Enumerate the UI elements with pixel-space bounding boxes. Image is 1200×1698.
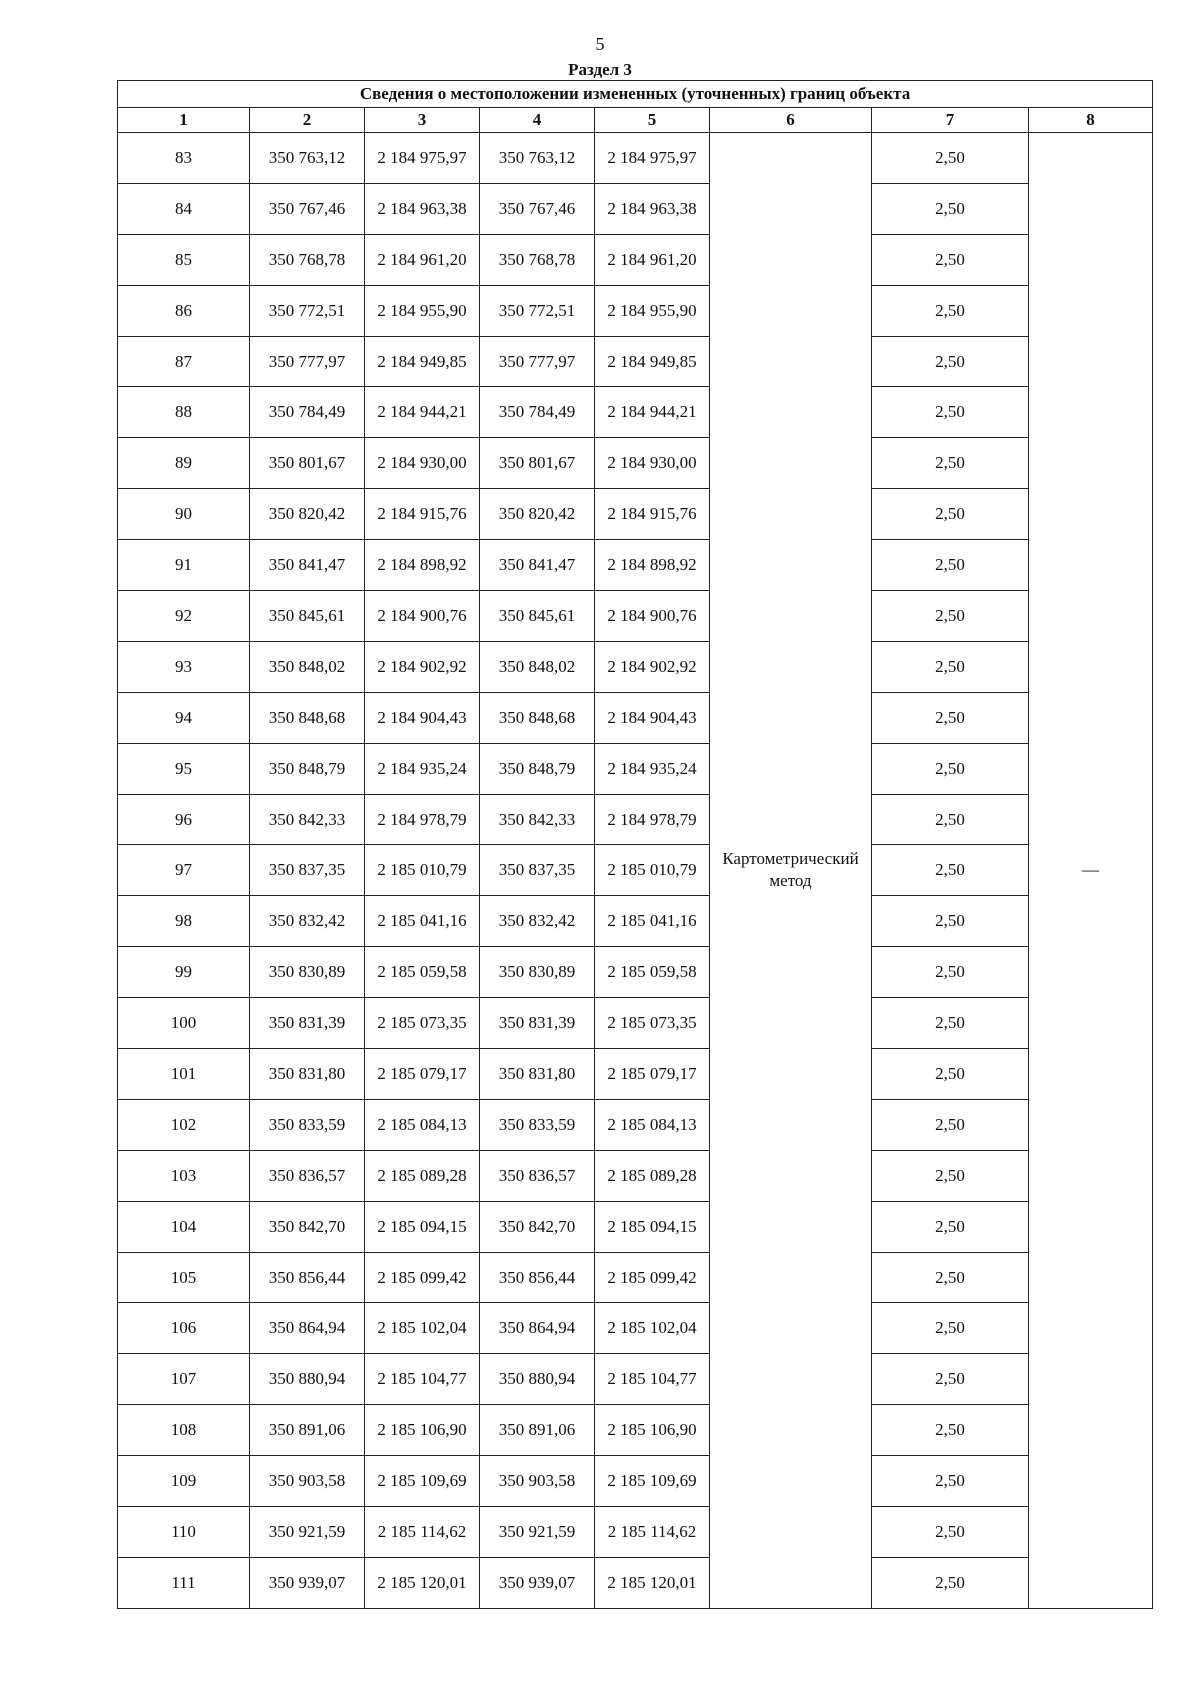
y-old-cell: 2 185 102,04 — [365, 1303, 480, 1354]
point-number-cell: 93 — [118, 641, 250, 692]
table-row — [118, 387, 1153, 438]
accuracy-cell: 2,50 — [872, 947, 1029, 998]
column-header: 3 — [365, 108, 480, 133]
table-row — [118, 234, 1153, 285]
y-new-cell: 2 185 089,28 — [595, 1150, 710, 1201]
y-new-cell: 2 184 963,38 — [595, 183, 710, 234]
x-old-cell: 350 848,02 — [250, 641, 365, 692]
y-new-cell: 2 184 949,85 — [595, 336, 710, 387]
y-new-cell: 2 184 898,92 — [595, 540, 710, 591]
table-row — [118, 692, 1153, 743]
point-number-cell: 99 — [118, 947, 250, 998]
x-new-cell: 350 836,57 — [480, 1150, 595, 1201]
y-old-cell: 2 184 900,76 — [365, 591, 480, 642]
accuracy-cell: 2,50 — [872, 1456, 1029, 1507]
table-row — [118, 1150, 1153, 1201]
table-caption: Сведения о местоположении измененных (уточненных) границ объекта — [118, 81, 1153, 108]
page-number: 5 — [595, 34, 605, 54]
accuracy-cell: 2,50 — [872, 1507, 1029, 1558]
x-old-cell: 350 833,59 — [250, 1099, 365, 1150]
x-new-cell: 350 864,94 — [480, 1303, 595, 1354]
x-old-cell: 350 801,67 — [250, 438, 365, 489]
table-row — [118, 794, 1153, 845]
y-old-cell: 2 184 915,76 — [365, 489, 480, 540]
y-new-cell: 2 185 114,62 — [595, 1507, 710, 1558]
point-number-cell: 110 — [118, 1507, 250, 1558]
y-old-cell: 2 184 961,20 — [365, 234, 480, 285]
y-old-cell: 2 184 944,21 — [365, 387, 480, 438]
y-new-cell: 2 185 073,35 — [595, 998, 710, 1049]
accuracy-cell: 2,50 — [872, 743, 1029, 794]
y-old-cell: 2 185 010,79 — [365, 845, 480, 896]
accuracy-cell: 2,50 — [872, 133, 1029, 184]
y-new-cell: 2 185 106,90 — [595, 1405, 710, 1456]
accuracy-cell: 2,50 — [872, 1252, 1029, 1303]
y-new-cell: 2 185 109,69 — [595, 1456, 710, 1507]
x-old-cell: 350 767,46 — [250, 183, 365, 234]
y-old-cell: 2 185 073,35 — [365, 998, 480, 1049]
y-new-cell: 2 184 944,21 — [595, 387, 710, 438]
table-row — [118, 1201, 1153, 1252]
point-number-cell: 108 — [118, 1405, 250, 1456]
point-number-cell: 98 — [118, 896, 250, 947]
point-number-cell: 86 — [118, 285, 250, 336]
x-new-cell: 350 842,33 — [480, 794, 595, 845]
y-old-cell: 2 185 094,15 — [365, 1201, 480, 1252]
table-row — [118, 1456, 1153, 1507]
point-number-cell: 89 — [118, 438, 250, 489]
x-new-cell: 350 767,46 — [480, 183, 595, 234]
column-header: 4 — [480, 108, 595, 133]
x-old-cell: 350 841,47 — [250, 540, 365, 591]
x-new-cell: 350 768,78 — [480, 234, 595, 285]
table-row — [118, 489, 1153, 540]
column-header: 8 — [1029, 108, 1153, 133]
x-new-cell: 350 820,42 — [480, 489, 595, 540]
x-new-cell: 350 772,51 — [480, 285, 595, 336]
y-new-cell: 2 184 935,24 — [595, 743, 710, 794]
x-old-cell: 350 891,06 — [250, 1405, 365, 1456]
x-old-cell: 350 784,49 — [250, 387, 365, 438]
table-row — [118, 845, 1153, 896]
accuracy-cell: 2,50 — [872, 641, 1029, 692]
table-row — [118, 998, 1153, 1049]
point-number-cell: 94 — [118, 692, 250, 743]
y-old-cell: 2 185 079,17 — [365, 1049, 480, 1100]
y-new-cell: 2 184 930,00 — [595, 438, 710, 489]
accuracy-cell: 2,50 — [872, 1557, 1029, 1608]
point-number-cell: 102 — [118, 1099, 250, 1150]
point-number-cell: 103 — [118, 1150, 250, 1201]
table-row — [118, 540, 1153, 591]
point-number-cell: 88 — [118, 387, 250, 438]
y-new-cell: 2 184 900,76 — [595, 591, 710, 642]
y-old-cell: 2 184 902,92 — [365, 641, 480, 692]
table-row — [118, 1049, 1153, 1100]
point-number-cell: 96 — [118, 794, 250, 845]
point-number-cell: 83 — [118, 133, 250, 184]
accuracy-cell: 2,50 — [872, 387, 1029, 438]
y-old-cell: 2 185 084,13 — [365, 1099, 480, 1150]
y-new-cell: 2 184 955,90 — [595, 285, 710, 336]
x-new-cell: 350 777,97 — [480, 336, 595, 387]
table-body — [118, 133, 1153, 1609]
accuracy-cell: 2,50 — [872, 1049, 1029, 1100]
y-new-cell: 2 184 978,79 — [595, 794, 710, 845]
x-old-cell: 350 921,59 — [250, 1507, 365, 1558]
x-new-cell: 350 848,79 — [480, 743, 595, 794]
y-old-cell: 2 184 963,38 — [365, 183, 480, 234]
table-row — [118, 336, 1153, 387]
table-row — [118, 285, 1153, 336]
table-row — [118, 1099, 1153, 1150]
accuracy-cell: 2,50 — [872, 1303, 1029, 1354]
point-number-cell: 101 — [118, 1049, 250, 1100]
table-row — [118, 1405, 1153, 1456]
accuracy-cell: 2,50 — [872, 1201, 1029, 1252]
y-old-cell: 2 184 955,90 — [365, 285, 480, 336]
point-number-cell: 92 — [118, 591, 250, 642]
y-new-cell: 2 184 902,92 — [595, 641, 710, 692]
y-old-cell: 2 185 041,16 — [365, 896, 480, 947]
x-new-cell: 350 784,49 — [480, 387, 595, 438]
y-new-cell: 2 185 010,79 — [595, 845, 710, 896]
y-new-cell: 2 185 099,42 — [595, 1252, 710, 1303]
accuracy-cell: 2,50 — [872, 540, 1029, 591]
x-old-cell: 350 903,58 — [250, 1456, 365, 1507]
x-old-cell: 350 832,42 — [250, 896, 365, 947]
x-new-cell: 350 763,12 — [480, 133, 595, 184]
x-old-cell: 350 939,07 — [250, 1557, 365, 1608]
accuracy-cell: 2,50 — [872, 1405, 1029, 1456]
x-new-cell: 350 832,42 — [480, 896, 595, 947]
x-old-cell: 350 842,33 — [250, 794, 365, 845]
y-new-cell: 2 185 084,13 — [595, 1099, 710, 1150]
y-new-cell: 2 185 059,58 — [595, 947, 710, 998]
table-row — [118, 591, 1153, 642]
accuracy-cell: 2,50 — [872, 998, 1029, 1049]
x-new-cell: 350 833,59 — [480, 1099, 595, 1150]
y-new-cell: 2 184 961,20 — [595, 234, 710, 285]
point-number-cell: 95 — [118, 743, 250, 794]
point-number-cell: 91 — [118, 540, 250, 591]
y-old-cell: 2 184 949,85 — [365, 336, 480, 387]
accuracy-cell: 2,50 — [872, 1099, 1029, 1150]
table-row — [118, 947, 1153, 998]
y-old-cell: 2 184 978,79 — [365, 794, 480, 845]
x-new-cell: 350 848,02 — [480, 641, 595, 692]
y-new-cell: 2 185 079,17 — [595, 1049, 710, 1100]
y-old-cell: 2 184 930,00 — [365, 438, 480, 489]
x-new-cell: 350 891,06 — [480, 1405, 595, 1456]
y-old-cell: 2 185 109,69 — [365, 1456, 480, 1507]
x-new-cell: 350 848,68 — [480, 692, 595, 743]
x-new-cell: 350 921,59 — [480, 1507, 595, 1558]
column-header: 6 — [710, 108, 872, 133]
x-old-cell: 350 864,94 — [250, 1303, 365, 1354]
x-old-cell: 350 842,70 — [250, 1201, 365, 1252]
x-new-cell: 350 856,44 — [480, 1252, 595, 1303]
x-new-cell: 350 903,58 — [480, 1456, 595, 1507]
x-new-cell: 350 845,61 — [480, 591, 595, 642]
point-number-cell: 105 — [118, 1252, 250, 1303]
x-old-cell: 350 831,39 — [250, 998, 365, 1049]
column-header: 5 — [595, 108, 710, 133]
x-old-cell: 350 845,61 — [250, 591, 365, 642]
y-new-cell: 2 185 120,01 — [595, 1557, 710, 1608]
x-new-cell: 350 880,94 — [480, 1354, 595, 1405]
column-header-row — [118, 108, 1153, 133]
y-old-cell: 2 184 935,24 — [365, 743, 480, 794]
x-old-cell: 350 763,12 — [250, 133, 365, 184]
accuracy-cell: 2,50 — [872, 285, 1029, 336]
y-new-cell: 2 185 094,15 — [595, 1201, 710, 1252]
x-old-cell: 350 831,80 — [250, 1049, 365, 1100]
point-number-cell: 97 — [118, 845, 250, 896]
x-new-cell: 350 831,80 — [480, 1049, 595, 1100]
x-new-cell: 350 842,70 — [480, 1201, 595, 1252]
x-new-cell: 350 831,39 — [480, 998, 595, 1049]
y-new-cell: 2 185 102,04 — [595, 1303, 710, 1354]
point-number-cell: 106 — [118, 1303, 250, 1354]
accuracy-cell: 2,50 — [872, 692, 1029, 743]
accuracy-cell: 2,50 — [872, 183, 1029, 234]
x-new-cell: 350 801,67 — [480, 438, 595, 489]
accuracy-cell: 2,50 — [872, 896, 1029, 947]
y-old-cell: 2 185 114,62 — [365, 1507, 480, 1558]
x-old-cell: 350 820,42 — [250, 489, 365, 540]
section-title: Раздел 3 — [568, 60, 632, 79]
accuracy-cell: 2,50 — [872, 1150, 1029, 1201]
x-new-cell: 350 837,35 — [480, 845, 595, 896]
x-old-cell: 350 848,68 — [250, 692, 365, 743]
table-row — [118, 183, 1153, 234]
y-old-cell: 2 185 099,42 — [365, 1252, 480, 1303]
point-number-cell: 87 — [118, 336, 250, 387]
table-row — [118, 133, 1153, 184]
x-new-cell: 350 939,07 — [480, 1557, 595, 1608]
x-old-cell: 350 777,97 — [250, 336, 365, 387]
table-row — [118, 1303, 1153, 1354]
accuracy-cell: 2,50 — [872, 234, 1029, 285]
table-row — [118, 1507, 1153, 1558]
point-number-cell: 109 — [118, 1456, 250, 1507]
point-number-cell: 104 — [118, 1201, 250, 1252]
y-new-cell: 2 184 975,97 — [595, 133, 710, 184]
y-old-cell: 2 184 975,97 — [365, 133, 480, 184]
x-old-cell: 350 880,94 — [250, 1354, 365, 1405]
y-old-cell: 2 185 059,58 — [365, 947, 480, 998]
y-new-cell: 2 185 041,16 — [595, 896, 710, 947]
x-old-cell: 350 837,35 — [250, 845, 365, 896]
x-old-cell: 350 830,89 — [250, 947, 365, 998]
y-new-cell: 2 184 915,76 — [595, 489, 710, 540]
x-old-cell: 350 772,51 — [250, 285, 365, 336]
column-header: 2 — [250, 108, 365, 133]
x-old-cell: 350 768,78 — [250, 234, 365, 285]
x-old-cell: 350 836,57 — [250, 1150, 365, 1201]
y-new-cell: 2 185 104,77 — [595, 1354, 710, 1405]
accuracy-cell: 2,50 — [872, 489, 1029, 540]
boundary-coordinates-table — [117, 80, 1153, 1609]
accuracy-cell: 2,50 — [872, 591, 1029, 642]
y-old-cell: 2 184 898,92 — [365, 540, 480, 591]
x-old-cell: 350 848,79 — [250, 743, 365, 794]
y-old-cell: 2 185 104,77 — [365, 1354, 480, 1405]
table-row — [118, 896, 1153, 947]
point-number-cell: 90 — [118, 489, 250, 540]
point-number-cell: 111 — [118, 1557, 250, 1608]
y-old-cell: 2 185 120,01 — [365, 1557, 480, 1608]
y-old-cell: 2 184 904,43 — [365, 692, 480, 743]
accuracy-cell: 2,50 — [872, 1354, 1029, 1405]
column-header: 7 — [872, 108, 1029, 133]
point-number-cell: 85 — [118, 234, 250, 285]
point-number-cell: 107 — [118, 1354, 250, 1405]
y-new-cell: 2 184 904,43 — [595, 692, 710, 743]
y-old-cell: 2 185 106,90 — [365, 1405, 480, 1456]
x-new-cell: 350 841,47 — [480, 540, 595, 591]
table-row — [118, 641, 1153, 692]
method-cell: Картометрический метод — [710, 133, 872, 1609]
column-header: 1 — [118, 108, 250, 133]
point-number-cell: 100 — [118, 998, 250, 1049]
accuracy-cell: 2,50 — [872, 336, 1029, 387]
accuracy-cell: 2,50 — [872, 438, 1029, 489]
x-old-cell: 350 856,44 — [250, 1252, 365, 1303]
table-row — [118, 743, 1153, 794]
table-row — [118, 1354, 1153, 1405]
table-row — [118, 1252, 1153, 1303]
y-old-cell: 2 185 089,28 — [365, 1150, 480, 1201]
x-new-cell: 350 830,89 — [480, 947, 595, 998]
table-row — [118, 1557, 1153, 1608]
column-8-cell: — — [1029, 133, 1153, 1609]
table-row — [118, 438, 1153, 489]
point-number-cell: 84 — [118, 183, 250, 234]
accuracy-cell: 2,50 — [872, 794, 1029, 845]
accuracy-cell: 2,50 — [872, 845, 1029, 896]
